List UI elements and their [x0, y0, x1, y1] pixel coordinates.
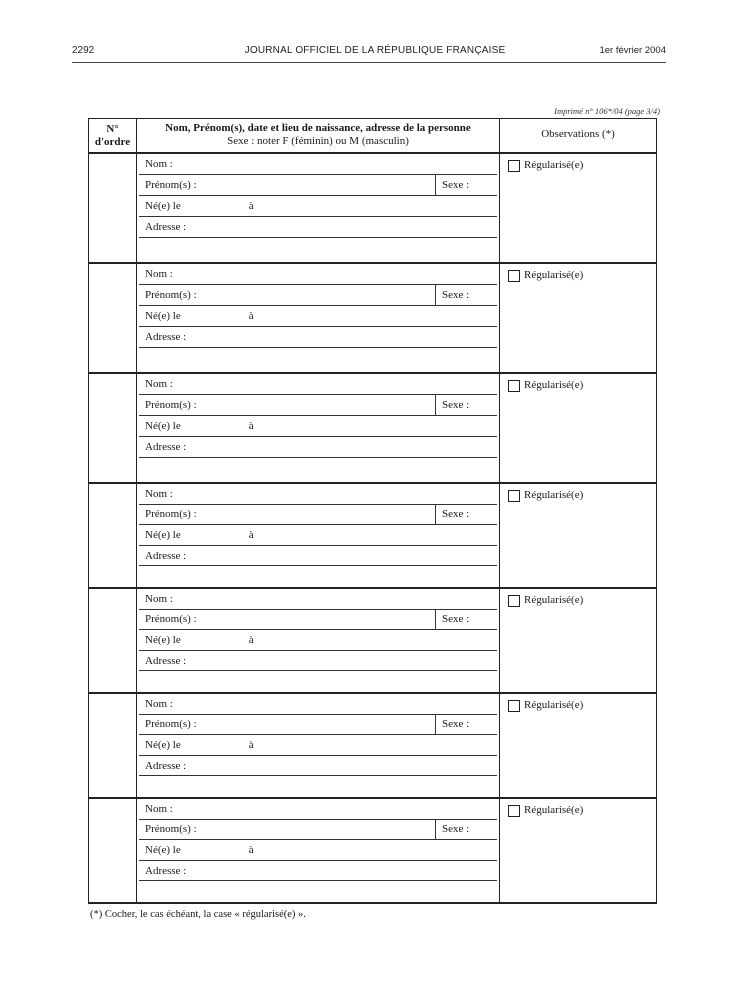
sexe-label: Sexe :	[442, 179, 470, 191]
entry-block	[88, 589, 657, 694]
nom-row[interactable]	[139, 374, 497, 395]
form-reference: Imprimé n° 106*/04 (page 3/4)	[554, 106, 660, 116]
entry-block	[88, 799, 657, 904]
observations-cell	[500, 374, 656, 482]
page-number: 2292	[72, 45, 95, 56]
adresse-row[interactable]	[139, 756, 497, 777]
ne-le-label: Né(e) le	[145, 310, 181, 322]
adresse-continuation-row[interactable]	[139, 881, 497, 902]
entry-block	[88, 264, 657, 374]
ne-le-label: Né(e) le	[145, 739, 181, 752]
header-order-number: N° d'ordre	[89, 119, 137, 152]
order-number-cell[interactable]	[89, 694, 137, 797]
nom-label: Nom :	[145, 268, 173, 280]
regularise-checkbox[interactable]	[508, 270, 520, 282]
adresse-row[interactable]	[139, 217, 497, 238]
ne-le-label: Né(e) le	[145, 844, 181, 857]
adresse-row[interactable]	[139, 861, 497, 882]
birthplace-label: à	[248, 310, 254, 322]
adresse-label: Adresse :	[145, 331, 187, 343]
regularise-label: Régularisé(e)	[524, 594, 584, 606]
adresse-label: Adresse :	[145, 221, 187, 233]
prenoms-row[interactable]	[139, 395, 497, 416]
adresse-label: Adresse :	[145, 441, 187, 453]
nom-label: Nom :	[145, 802, 173, 815]
order-number-cell[interactable]	[89, 374, 137, 482]
adresse-row[interactable]	[139, 327, 497, 348]
sexe-field[interactable]	[435, 715, 497, 735]
sexe-label: Sexe :	[442, 613, 470, 626]
prenoms-row[interactable]	[139, 820, 497, 841]
sexe-field[interactable]	[435, 820, 497, 840]
birthplace-label: à	[248, 200, 254, 212]
nom-label: Nom :	[145, 158, 173, 170]
person-details-cell	[137, 589, 500, 692]
nom-row[interactable]	[139, 589, 497, 610]
header-person-details	[137, 119, 500, 152]
adresse-row[interactable]	[139, 651, 497, 672]
birthplace-label: à	[248, 844, 254, 857]
table-header	[88, 118, 657, 154]
adresse-row[interactable]	[139, 546, 497, 567]
nom-label: Nom :	[145, 697, 173, 710]
regularise-label: Régularisé(e)	[524, 804, 584, 816]
regularise-checkbox[interactable]	[508, 380, 520, 392]
ne-le-label: Né(e) le	[145, 634, 181, 647]
sexe-label: Sexe :	[442, 289, 470, 301]
birthplace-label: à	[248, 634, 254, 647]
prenoms-label: Prénom(s) :	[145, 613, 197, 626]
person-details-cell	[137, 484, 500, 587]
person-details-cell	[137, 264, 500, 372]
ne-le-label: Né(e) le	[145, 529, 181, 542]
regularise-checkbox[interactable]	[508, 700, 520, 712]
birth-row[interactable]	[139, 735, 497, 756]
nom-row[interactable]	[139, 264, 497, 285]
ne-le-label: Né(e) le	[145, 200, 181, 212]
adresse-label: Adresse :	[145, 864, 187, 877]
entry-block	[88, 694, 657, 799]
prenoms-row[interactable]	[139, 175, 497, 196]
adresse-continuation-row[interactable]	[139, 238, 497, 259]
sexe-label: Sexe :	[442, 399, 470, 411]
entry-block	[88, 374, 657, 484]
regularise-label: Régularisé(e)	[524, 699, 584, 711]
adresse-label: Adresse :	[145, 654, 187, 667]
adresse-continuation-row[interactable]	[139, 671, 497, 692]
regularise-checkbox[interactable]	[508, 595, 520, 607]
footnote: (*) Cocher, le cas échéant, la case « régularisé(e) ».	[90, 909, 306, 920]
order-number-cell[interactable]	[89, 264, 137, 372]
publication-date: 1er février 2004	[599, 45, 666, 56]
observations-cell	[500, 694, 656, 797]
prenoms-row[interactable]	[139, 285, 497, 306]
regularise-label: Régularisé(e)	[524, 379, 584, 391]
sexe-label: Sexe :	[442, 823, 470, 836]
order-number-cell[interactable]	[89, 799, 137, 902]
sexe-label: Sexe :	[442, 718, 470, 731]
prenoms-row[interactable]	[139, 610, 497, 631]
prenoms-label: Prénom(s) :	[145, 823, 197, 836]
observations-cell	[500, 799, 656, 902]
order-number-cell[interactable]	[89, 589, 137, 692]
prenoms-label: Prénom(s) :	[145, 718, 197, 731]
prenoms-row[interactable]	[139, 715, 497, 736]
nom-row[interactable]	[139, 694, 497, 715]
person-details-cell	[137, 374, 500, 482]
birth-row[interactable]	[139, 416, 497, 437]
birth-row[interactable]	[139, 840, 497, 861]
nom-row[interactable]	[139, 484, 497, 505]
header-person-subtitle: Sexe : noter F (féminin) ou M (masculin)	[227, 135, 409, 147]
regularise-checkbox[interactable]	[508, 160, 520, 172]
order-number-cell[interactable]	[89, 154, 137, 262]
nom-row[interactable]	[139, 154, 497, 175]
adresse-label: Adresse :	[145, 549, 187, 562]
observations-cell	[500, 264, 656, 372]
birthplace-label: à	[248, 420, 254, 432]
order-number-cell[interactable]	[89, 484, 137, 587]
entry-block	[88, 484, 657, 589]
header-observations: Observations (*)	[541, 128, 615, 140]
observations-cell	[500, 154, 656, 262]
regularise-label: Régularisé(e)	[524, 489, 584, 501]
regularise-checkbox[interactable]	[508, 490, 520, 502]
regularise-label: Régularisé(e)	[524, 269, 584, 281]
prenoms-row[interactable]	[139, 505, 497, 526]
sexe-field[interactable]	[435, 175, 497, 195]
person-details-cell	[137, 799, 500, 902]
observations-cell	[500, 484, 656, 587]
adresse-continuation-row[interactable]	[139, 458, 497, 479]
nom-label: Nom :	[145, 378, 173, 390]
birthplace-label: à	[248, 739, 254, 752]
regularise-label: Régularisé(e)	[524, 159, 584, 171]
nom-row[interactable]	[139, 799, 497, 820]
prenoms-label: Prénom(s) :	[145, 508, 197, 521]
sexe-field[interactable]	[435, 395, 497, 415]
person-details-cell	[137, 694, 500, 797]
nom-label: Nom :	[145, 592, 173, 605]
registry-form	[88, 118, 657, 904]
observations-cell	[500, 589, 656, 692]
adresse-row[interactable]	[139, 437, 497, 458]
entry-block	[88, 154, 657, 264]
header-rule	[72, 62, 666, 63]
journal-title: JOURNAL OFFICIEL DE LA RÉPUBLIQUE FRANÇAISE	[244, 45, 506, 56]
birth-row[interactable]	[139, 630, 497, 651]
birth-row[interactable]	[139, 525, 497, 546]
adresse-continuation-row[interactable]	[139, 776, 497, 797]
nom-label: Nom :	[145, 487, 173, 500]
sexe-field[interactable]	[435, 285, 497, 305]
regularise-checkbox[interactable]	[508, 805, 520, 817]
sexe-field[interactable]	[435, 505, 497, 525]
adresse-label: Adresse :	[145, 759, 187, 772]
prenoms-label: Prénom(s) :	[145, 179, 197, 191]
prenoms-label: Prénom(s) :	[145, 289, 197, 301]
prenoms-label: Prénom(s) :	[145, 399, 197, 411]
sexe-label: Sexe :	[442, 508, 470, 521]
ne-le-label: Né(e) le	[145, 420, 181, 432]
birth-row[interactable]	[139, 306, 497, 327]
adresse-continuation-row[interactable]	[139, 566, 497, 587]
header-person-title: Nom, Prénom(s), date et lieu de naissance, adresse de la personne	[165, 122, 471, 134]
adresse-continuation-row[interactable]	[139, 348, 497, 369]
birthplace-label: à	[248, 529, 254, 542]
sexe-field[interactable]	[435, 610, 497, 630]
person-details-cell	[137, 154, 500, 262]
birth-row[interactable]	[139, 196, 497, 217]
